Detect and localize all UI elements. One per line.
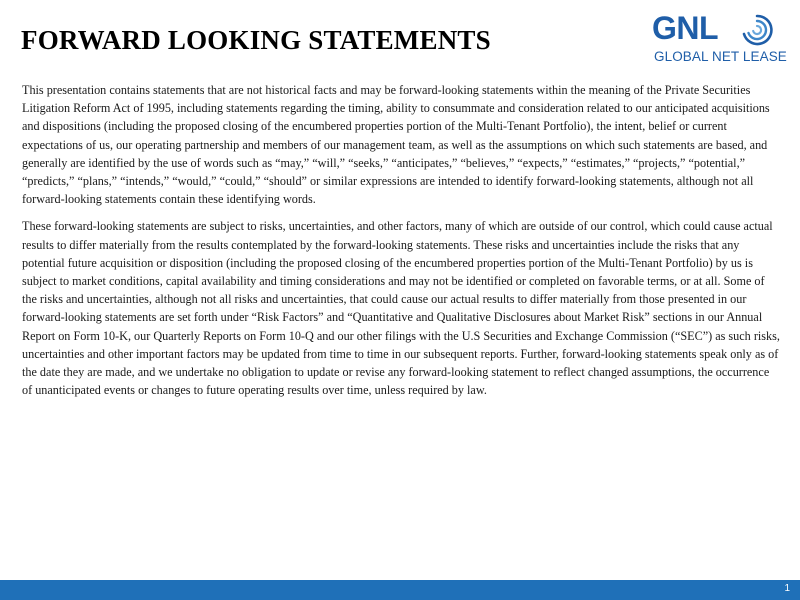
gnl-logo (636, 12, 786, 68)
footer-bar (0, 580, 800, 600)
paragraph-1: This presentation contains statements that are not historical facts and may be forward-looking statements within the meaning of the Private Securities Litigation Reform Act of 1995, including statements regarding the timing, ability to consummate and consideration related to our anticipated acquisitions and dispositions (including the proposed closing of the encumbered properties portion of the Multi-Tenant Portfolio), the intent, belief or current expectations of us, our operating partnership and members of our management team, as well as the assumptions on which such statements are based, and generally are identified by the use of words such as “may,” “will,” “seeks,” “anticipates,” “believes,” “expects,” “estimates,” “projects,” “potential,” “predicts,” “plans,” “intends,” “would,” “could,” “should” or similar expressions are intended to identify forward-looking statements, although not all forward-looking statements contain these identifying words. (22, 83, 770, 207)
logo-subtitle: GLOBAL NET LEASE (654, 49, 787, 64)
logo-mark-text: GNL (652, 10, 719, 46)
swirl-logo-icon (741, 14, 773, 46)
paragraph-2: These forward-looking statements are subject to risks, uncertainties, and other factors, many of which are outside of our control, which could cause actual results to differ materially from the results contemplated by the forward-looking statements. These risks and uncertainties include the risks that any potential future acquisition or disposition (including the proposed closing of the encumbered properties portion of the Multi-Tenant Portfolio) by us is subject to market conditions, capital availability and timing considerations and may not be identified or completed on favorable terms, or at all. Some of the risks and uncertainties, although not all risks and uncertainties, that could cause our actual results to differ materially from those presented in our forward-looking statements are set forth under “Risk Factors” and “Quantitative and Qualitative Disclosures about Market Risk” sections in our Annual Report on Form 10-K, our Quarterly Reports on Form 10-Q and our other filings with the U.S Securities and Exchange Commission (“SEC”) as such risks, uncertainties and other important factors may be updated from time to time in our subsequent reports. Further, forward-looking statements speak only as of the date they are made, and we undertake no obligation to update or revise any forward-looking statement to reflect changed assumptions, the occurrence of unanticipated events or changes to future operating results over time, unless required by law. (22, 219, 780, 398)
disclaimer-body (22, 81, 780, 408)
page-number: 1 (784, 583, 790, 594)
slide-title: FORWARD LOOKING STATEMENTS (21, 25, 491, 55)
